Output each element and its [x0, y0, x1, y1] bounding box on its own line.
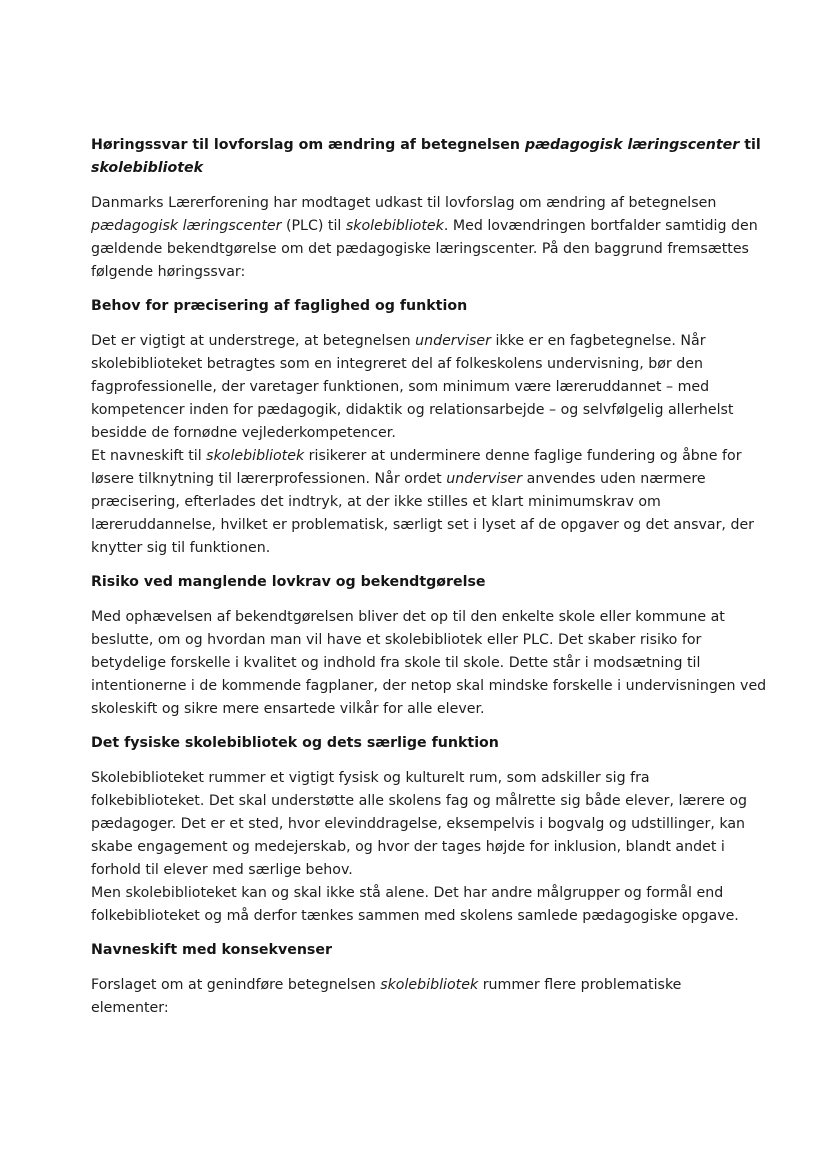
section-paragraph	[91, 330, 755, 560]
section-paragraph	[91, 974, 746, 1020]
text-line: intentionerne i de kommende fagplaner, der netop skal mindske forskelle i undervisningen ved	[91, 678, 767, 694]
text-line: Forslaget om at genindføre betegnelsen skolebibliotek rummer flere problematiske	[91, 977, 682, 993]
section-paragraph	[91, 606, 767, 721]
section-heading: Behov for præcisering af faglighed og funktion	[91, 298, 468, 314]
text-line: Med ophævelsen af bekendtgørelsen bliver det op til den enkelte skole eller kommune at	[91, 609, 725, 625]
text-line: beslutte, om og hvordan man vil have et skolebibliotek eller PLC. Det skaber risiko for	[91, 632, 702, 648]
text-line: kompetencer inden for pædagogik, didaktik og relationsarbejde – og selvfølgelig allerhelst	[91, 402, 734, 418]
text-line: Skolebiblioteket rummer et vigtigt fysisk og kulturelt rum, som adskiller sig fra	[91, 770, 650, 786]
text-line: gældende bekendtgørelse om det pædagogiske læringscenter. På den baggrund fremsættes	[91, 241, 749, 257]
text-line: præcisering, efterlades det indtryk, at der ikke stilles et klart minimumskrav om	[91, 494, 661, 510]
section-heading: Risiko ved manglende lovkrav og bekendtgørelse	[91, 574, 486, 590]
section-paragraph	[91, 767, 746, 928]
text-line: fagprofessionelle, der varetager funktionen, som minimum være læreruddannet – med	[91, 379, 710, 395]
text-line: følgende høringssvar:	[91, 264, 246, 280]
intro-paragraph	[91, 192, 758, 284]
title-line: Høringssvar til lovforslag om ændring af betegnelsen pædagogisk læringscenter til	[91, 137, 761, 153]
section-heading: Navneskift med konsekvenser	[91, 942, 332, 958]
text-line: besidde de fornødne vejlederkompetencer.	[91, 425, 396, 441]
document-page	[91, 134, 767, 1031]
text-line: forhold til elever med særlige behov.	[91, 862, 353, 878]
text-line: Danmarks Lærerforening har modtaget udkast til lovforslag om ændring af betegnelsen	[91, 195, 717, 211]
section-heading: Det fysiske skolebibliotek og dets særlige funktion	[91, 735, 499, 751]
text-line: folkebiblioteket. Det skal understøtte alle skolens fag og målrette sig både elever, lærere og	[91, 793, 748, 809]
text-line: elementer:	[91, 1000, 169, 1016]
text-line: skoleskift og sikre mere ensartede vilkår for alle elever.	[91, 701, 485, 717]
title-line: skolebibliotek	[91, 160, 204, 176]
text-line: løsere tilknytning til lærerprofessionen. Når ordet underviser anvendes uden nærmere	[91, 471, 706, 487]
text-line: betydelige forskelle i kvalitet og indhold fra skole til skole. Dette står i modsætning til	[91, 655, 701, 671]
text-line: pædagogisk læringscenter (PLC) til skolebibliotek. Med lovændringen bortfalder samtidig den	[91, 218, 758, 234]
text-line: skabe engagement og medejerskab, og hvor der tages højde for inklusion, blandt andet i	[91, 839, 725, 855]
text-line: Men skolebiblioteket kan og skal ikke stå alene. Det har andre målgrupper og formål end	[91, 885, 724, 901]
text-line: læreruddannelse, hvilket er problematisk, særligt set i lyset af de opgaver og det ansvar, der	[91, 517, 755, 533]
text-line: knytter sig til funktionen.	[91, 540, 271, 556]
text-line: pædagoger. Det er et sted, hvor elevinddragelse, eksempelvis i bogvalg og udstillinger, kan	[91, 816, 746, 832]
text-line: skolebiblioteket betragtes som en integreret del af folkeskolens undervisning, bør den	[91, 356, 703, 372]
document-title	[91, 134, 761, 180]
text-line: Et navneskift til skolebibliotek risikerer at underminere denne faglige fundering og åbne for	[91, 448, 742, 464]
text-line: Det er vigtigt at understrege, at betegnelsen underviser ikke er en fagbetegnelse. Når	[91, 333, 706, 349]
text-line: folkebiblioteket og må derfor tænkes sammen med skolens samlede pædagogiske opgave.	[91, 908, 739, 924]
